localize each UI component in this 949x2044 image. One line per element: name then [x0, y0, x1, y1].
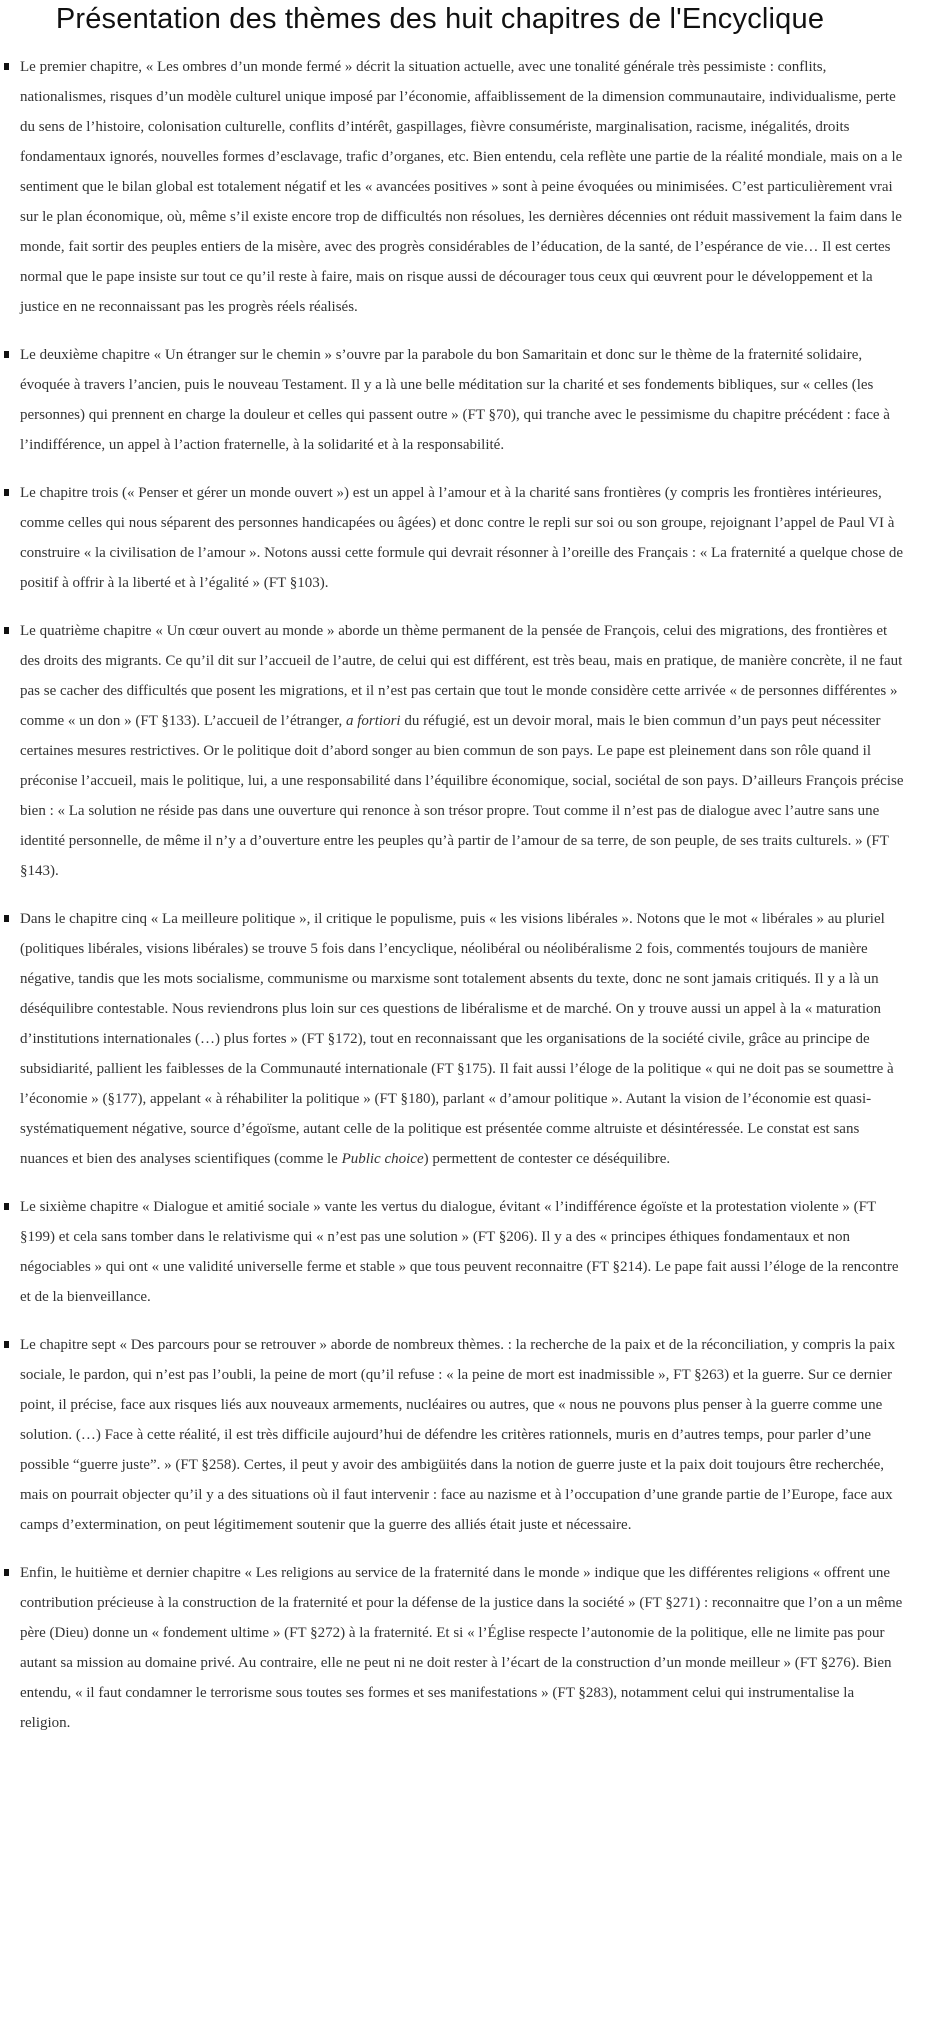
chapter-item: [0, 1330, 905, 1540]
chapter-text: Le deuxième chapitre « Un étranger sur le chemin » s’ouvre par la parabole du bon Samaritain et donc sur le thème de la fraternité solidaire, évoquée à travers l’ancien, puis le nouveau Testament. Il y a là une belle méditation sur la charité et ses fondements bibliques, sur « celles (les personnes) qui prennent en charge la douleur et celles qui passent outre » (FT §70), qui tranche avec le pessimisme du chapitre précédent : face à l’indifférence, un appel à l’action fraternelle, à la solidarité et à la responsabilité.: [20, 347, 890, 453]
chapter-text: Dans le chapitre cinq « La meilleure politique », il critique le populisme, puis « les visions libérales ». Notons que le mot « libérales » au pluriel (politiques libérales, visions libérales) se trouve 5 fois dans l’encyclique, néolibéral ou néolibéralisme 2 fois, commentés toujours de manière négative, tandis que les mots socialisme, communisme ou marxisme sont totalement absents du texte, donc ne sont jamais critiqués. Il y a là un déséquilibre contestable. Nous reviendrons plus loin sur ces questions de libéralisme et de marché. On y trouve aussi un appel à la « maturation d’institutions internationales (…) plus fortes » (FT §172), tout en reconnaissant que les organisations de la société civile, grâce au principe de subsidiarité, pallient les faiblesses de la Communauté internationale (FT §175). Il fait aussi l’éloge de la politique « qui ne doit pas se soumettre à l’économie » (§177), appelant « à réhabiliter la politique » (FT §180), parlant « d’amour politique ». Autant la vision de l’économie est quasi-systématiquement négative, source d’égoïsme, autant celle de la politique est présentée comme altruiste et désintéressée. Le constat est sans nuances et bien des analyses scientifiques (comme le: [20, 911, 894, 1167]
chapter-item: [0, 904, 905, 1174]
chapter-italic-text: Public choice: [341, 1151, 424, 1167]
bullet-marker-icon: [4, 1569, 9, 1576]
bullet-marker-icon: [4, 63, 9, 70]
chapter-item: [0, 616, 905, 886]
chapter-item: [0, 1192, 905, 1312]
chapter-text: Le premier chapitre, « Les ombres d’un monde fermé » décrit la situation actuelle, avec une tonalité générale très pessimiste : conflits, nationalismes, risques d’un modèle culturel unique imposé par l’économie, affaiblissement de la dimension communautaire, individualisme, perte du sens de l’histoire, colonisation culturelle, conflits d’intérêt, gaspillages, fièvre consumériste, marginalisation, racisme, inégalités, droits fondamentaux ignorés, nouvelles formes d’esclavage, trafic d’organes, etc. Bien entendu, cela reflète une partie de la réalité mondiale, mais on a le sentiment que le bilan global est totalement négatif et les « avancées positives » sont à peine évoquées ou minimisées. C’est particulièrement vrai sur le plan économique, où, même s’il existe encore trop de difficultés non résolues, les dernières décennies ont réduit massivement la faim dans le monde, fait sortir des peuples entiers de la misère, avec des progrès considérables de l’éducation, de la santé, de l’espérance de vie… Il est certes normal que le pape insiste sur tout ce qu’il reste à faire, mais on risque aussi de décourager tous ceux qui œuvrent pour le développement et la justice en ne reconnaissant pas les progrès réels réalisés.: [20, 59, 903, 315]
bullet-marker-icon: [4, 1203, 9, 1210]
chapter-item: [0, 1558, 905, 1738]
chapter-italic-text: a fortiori: [345, 713, 401, 729]
chapter-item: [0, 340, 905, 460]
bullet-marker-icon: [4, 627, 9, 634]
chapter-text: Le sixième chapitre « Dialogue et amitié sociale » vante les vertus du dialogue, évitant « l’indifférence égoïste et la protestation violente » (FT §199) et cela sans tomber dans le relativisme qui « n’est pas une solution » (FT §206). Il y a des « principes éthiques fondamentaux et non négociables » qui ont « une validité universelle ferme et stable » que tous peuvent reconnaitre (FT §214). Le pape fait aussi l’éloge de la rencontre et de la bienveillance.: [20, 1199, 899, 1305]
bullet-marker-icon: [4, 489, 9, 496]
chapter-text: Le chapitre trois (« Penser et gérer un monde ouvert ») est un appel à l’amour et à la charité sans frontières (y compris les frontières intérieures, comme celles qui nous séparent des personnes handicapées ou âgées) et donc contre le repli sur soi ou son groupe, rejoignant l’appel de Paul VI à construire « la civilisation de l’amour ». Notons aussi cette formule qui devrait résonner à l’oreille des Français : « La fraternité a quelque chose de positif à offrir à la liberté et à l’égalité » (FT §103).: [20, 485, 904, 591]
chapter-list: [0, 52, 905, 1756]
chapter-text: Le quatrième chapitre « Un cœur ouvert au monde » aborde un thème permanent de la pensée de François, celui des migrations, des frontières et des droits des migrants. Ce qu’il dit sur l’accueil de l’autre, de celui qui est différent, est très beau, mais en pratique, de manière concrète, il ne faut pas se cacher des difficultés que posent les migrations, et il n’est pas certain que tout le monde considère cette arrivée « de personnes différentes » comme « un don » (FT §133). L’accueil de l’étranger,: [20, 623, 903, 729]
chapter-text: du réfugié, est un devoir moral, mais le bien commun d’un pays peut nécessiter certaines mesures restrictives. Or le politique doit d’abord songer au bien commun de son pays. Le pape est pleinement dans son rôle quand il préconise l’accueil, mais le politique, lui, a une responsabilité dans l’équilibre économique, social, sociétal de son pays. D’ailleurs François précise bien : « La solution ne réside pas dans une ouverture qui renonce à son trésor propre. Tout comme il n’est pas de dialogue avec l’autre sans une identité personnelle, de même il n’y a d’ouverture entre les peuples qu’à partir de l’amour de sa terre, de son peuple, de ses traits culturels. » (FT §143).: [20, 713, 904, 879]
bullet-marker-icon: [4, 1341, 9, 1348]
chapter-text: Enfin, le huitième et dernier chapitre « Les religions au service de la fraternité dans le monde » indique que les différentes religions « offrent une contribution précieuse à la construction de la fraternité et pour la défense de la justice dans la société » (FT §271) : reconnaitre que l’on a un même père (Dieu) donne un « fondement ultime » (FT §272) à la fraternité. Et si « l’Église respecte l’autonomie de la politique, elle ne limite pas pour autant sa mission au domaine privé. Au contraire, elle ne peut ni ne doit rester à l’écart de la construction d’un monde meilleur » (FT §276). Bien entendu, « il faut condamner le terrorisme sous toutes ses formes et ses manifestations » (FT §283), notamment celui qui instrumentalise la religion.: [20, 1565, 903, 1731]
bullet-marker-icon: [4, 351, 9, 358]
chapter-item: [0, 52, 905, 322]
bullet-marker-icon: [4, 915, 9, 922]
chapter-text: ) permettent de contester ce déséquilibre.: [423, 1151, 671, 1167]
chapter-text: Le chapitre sept « Des parcours pour se retrouver » aborde de nombreux thèmes. : la recherche de la paix et de la réconciliation, y compris la paix sociale, le pardon, qui n’est pas l’oubli, la peine de mort (qu’il refuse : « la peine de mort est inadmissible », FT §263) et la guerre. Sur ce dernier point, il précise, face aux risques liés aux nouveaux armements, nucléaires ou autres, que « nous ne pouvons plus penser à la guerre comme une solution. (…) Face à cette réalité, il est très difficile aujourd’hui de défendre les critères rationnels, muris en d’autres temps, pour parler d’une possible “guerre juste”. » (FT §258). Certes, il peut y avoir des ambigüités dans la notion de guerre juste et la paix doit toujours être recherchée, mais on pourrait objecter qu’il y a des situations où il faut intervenir : face au nazisme et à l’occupation d’une grande partie de l’Europe, face aux camps d’extermination, on peut légitimement soutenir que la guerre des alliés était juste et nécessaire.: [20, 1337, 896, 1533]
chapter-item: [0, 478, 905, 598]
page-title: Présentation des thèmes des huit chapitres de l'Encyclique: [55, 3, 825, 35]
